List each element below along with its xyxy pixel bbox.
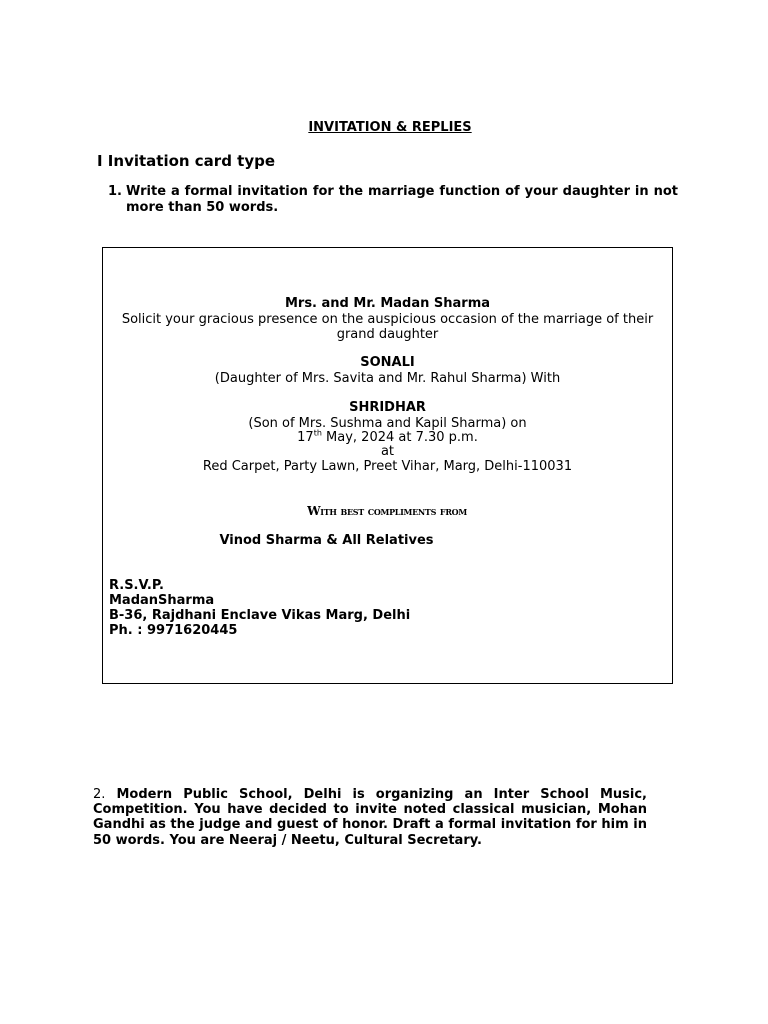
card-date-suffix: th (313, 428, 322, 438)
question-2 (93, 787, 647, 848)
card-date-rest: May, 2024 at 7.30 p.m. (321, 430, 478, 445)
question-1 (108, 184, 678, 216)
card-solicit-line-1: Solicit your gracious presence on the auspicious occasion of the marriage of their (121, 312, 654, 327)
card-solicit-line-2: grand daughter (336, 327, 439, 342)
question-2-text: Modern Public School, Delhi is organizing an Inter School Music, Competition. You have decided to invite noted classical musician, Mohan Gandhi as the judge and guest of honor. Draft a formal invitation for him in 50 words. You are Neeraj / Neetu, Cultural Secretary. (93, 787, 647, 848)
card-from: Vinod Sharma & All Relatives (219, 533, 434, 548)
rsvp-name: MadanSharma (109, 593, 215, 608)
question-1-text: Write a formal invitation for the marriage function of your daughter in not more than 50 words. (126, 184, 678, 215)
card-compliments: With best compliments from (307, 504, 467, 518)
document-title: INVITATION & REPLIES (308, 120, 472, 135)
question-2-number: 2. (93, 787, 106, 802)
card-date-day: 17 (297, 430, 314, 445)
rsvp-label: R.S.V.P. (109, 578, 164, 593)
invitation-card (102, 247, 673, 684)
card-groom-name: SHRIDHAR (349, 400, 426, 415)
card-venue: Red Carpet, Party Lawn, Preet Vihar, Marg, Delhi-110031 (202, 459, 573, 474)
card-bride-name: SONALI (360, 355, 415, 370)
card-bride-parents: (Daughter of Mrs. Savita and Mr. Rahul Sharma) With (214, 371, 561, 386)
card-groom-parents: (Son of Mrs. Sushma and Kapil Sharma) on (248, 416, 527, 431)
card-date (103, 430, 672, 445)
rsvp-address: B-36, Rajdhani Enclave Vikas Marg, Delhi (109, 608, 411, 623)
card-at: at (380, 444, 395, 459)
rsvp-phone: Ph. : 9971620445 (109, 623, 238, 638)
card-hosts: Mrs. and Mr. Madan Sharma (284, 296, 491, 311)
question-1-number: 1. (108, 184, 122, 199)
section-heading: I Invitation card type (97, 152, 276, 170)
